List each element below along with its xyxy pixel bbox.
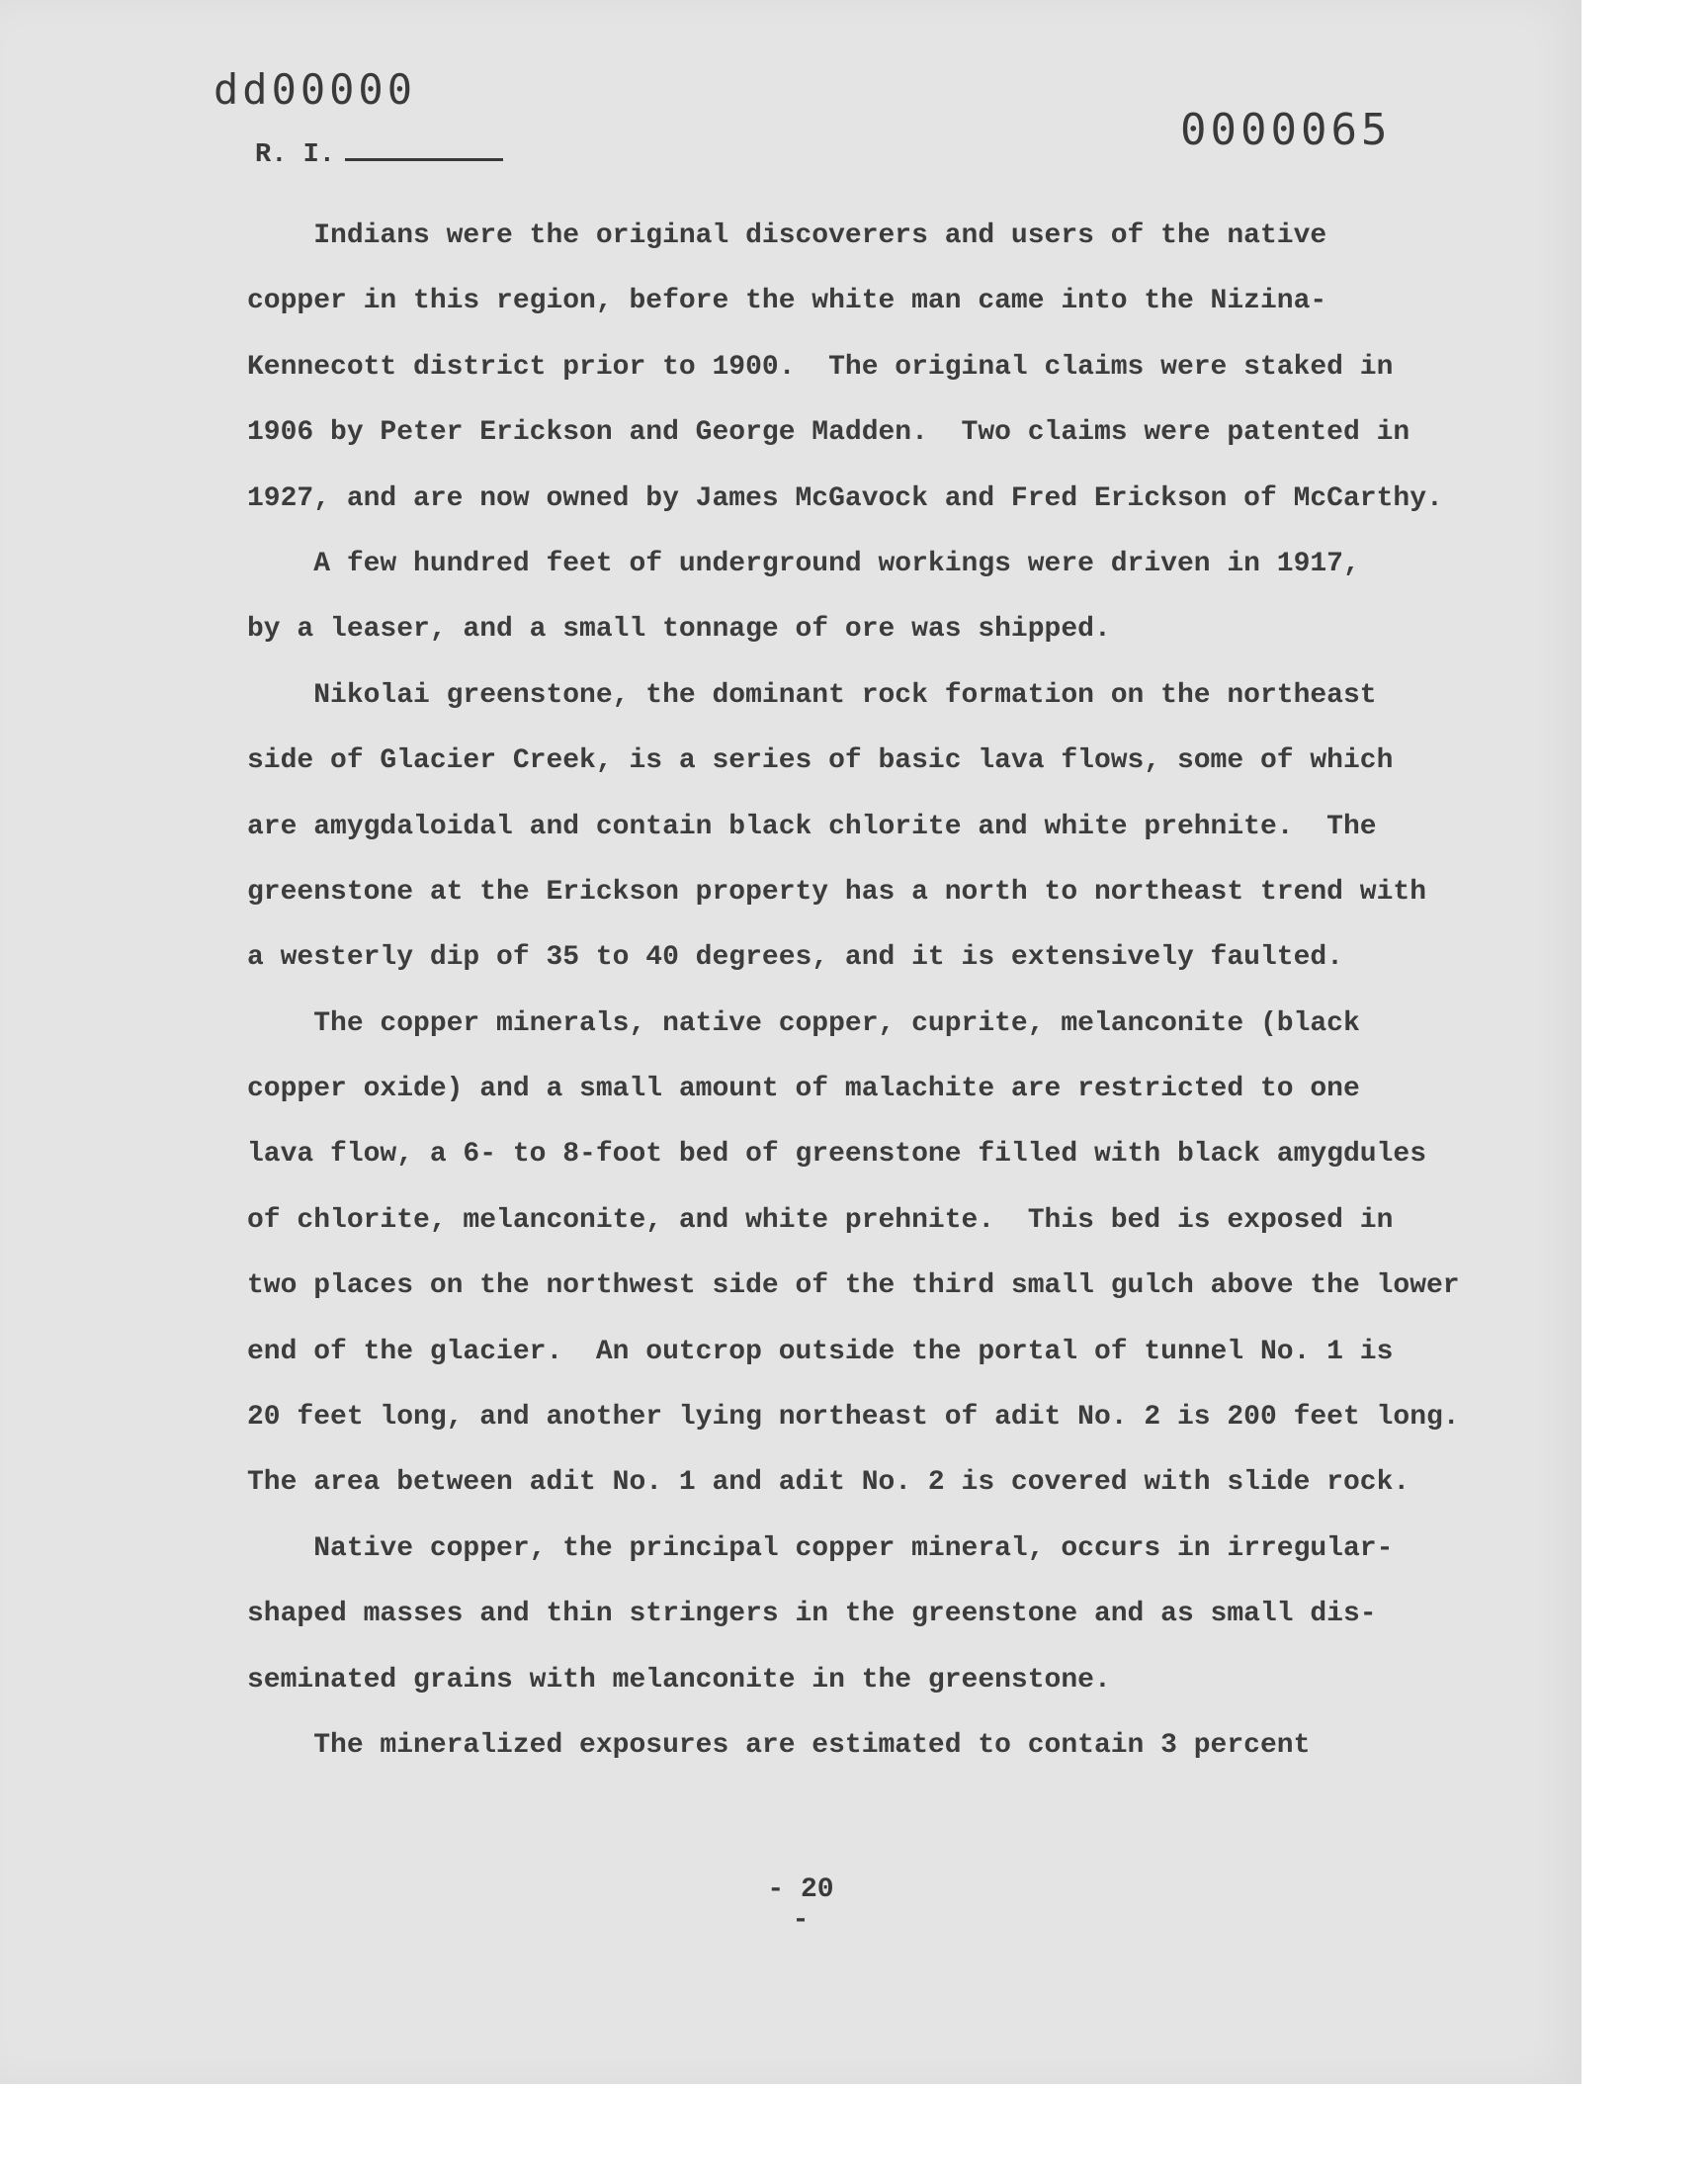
text-line: 1906 by Peter Erickson and George Madden. Two claims were patented in bbox=[247, 417, 1410, 449]
report-identifier bbox=[255, 140, 503, 170]
text-line: a westerly dip of 35 to 40 degrees, and it is extensively faulted. bbox=[247, 942, 1343, 974]
report-identifier-blank bbox=[345, 158, 503, 161]
text-line: by a leaser, and a small tonnage of ore was shipped. bbox=[247, 614, 1111, 646]
text-line: side of Glacier Creek, is a series of basic lava flows, some of which bbox=[247, 745, 1394, 777]
text-line: 20 feet long, and another lying northeast of adit No. 2 is 200 feet long. bbox=[247, 1402, 1460, 1434]
text-line: 1927, and are now owned by James McGavock and Fred Erickson of McCarthy. bbox=[247, 482, 1443, 514]
page-number: - 20 - bbox=[767, 1874, 834, 1936]
text-line: Kennecott district prior to 1900. The original claims were staked in bbox=[247, 351, 1394, 383]
text-line: The copper minerals, native copper, cuprite, melanconite (black bbox=[247, 1007, 1360, 1039]
text-line: shaped masses and thin stringers in the greenstone and as small dis- bbox=[247, 1599, 1377, 1630]
text-line: copper in this region, before the white man came into the Nizina- bbox=[247, 286, 1327, 317]
text-line: seminated grains with melanconite in the greenstone. bbox=[247, 1664, 1111, 1696]
text-line: end of the glacier. An outcrop outside the portal of tunnel No. 1 is bbox=[247, 1336, 1394, 1367]
text-line: The area between adit No. 1 and adit No. 2 is covered with slide rock. bbox=[247, 1467, 1410, 1499]
document-stamp-right: 0000065 bbox=[1180, 105, 1392, 155]
text-line: Native copper, the principal copper mineral, occurs in irregular- bbox=[247, 1532, 1394, 1564]
report-identifier-label: R. I. bbox=[255, 140, 336, 170]
text-line: of chlorite, melanconite, and white prehnite. This bed is exposed in bbox=[247, 1204, 1394, 1236]
text-line: lava flow, a 6- to 8-foot bed of greenstone filled with black amygdules bbox=[247, 1139, 1426, 1171]
text-line: Nikolai greenstone, the dominant rock formation on the northeast bbox=[247, 679, 1377, 711]
text-line: Indians were the original discoverers and users of the native bbox=[247, 220, 1327, 251]
text-line: two places on the northwest side of the third small gulch above the lower bbox=[247, 1270, 1460, 1302]
document-stamp-left: dd00000 bbox=[214, 65, 417, 114]
text-line: A few hundred feet of underground workings were driven in 1917, bbox=[247, 548, 1360, 579]
text-line: are amygdaloidal and contain black chlorite and white prehnite. The bbox=[247, 811, 1377, 842]
text-line: greenstone at the Erickson property has a north to northeast trend with bbox=[247, 876, 1426, 908]
text-line: The mineralized exposures are estimated to contain 3 percent bbox=[247, 1729, 1311, 1761]
document-body bbox=[247, 204, 1460, 1779]
text-line: copper oxide) and a small amount of malachite are restricted to one bbox=[247, 1074, 1360, 1105]
